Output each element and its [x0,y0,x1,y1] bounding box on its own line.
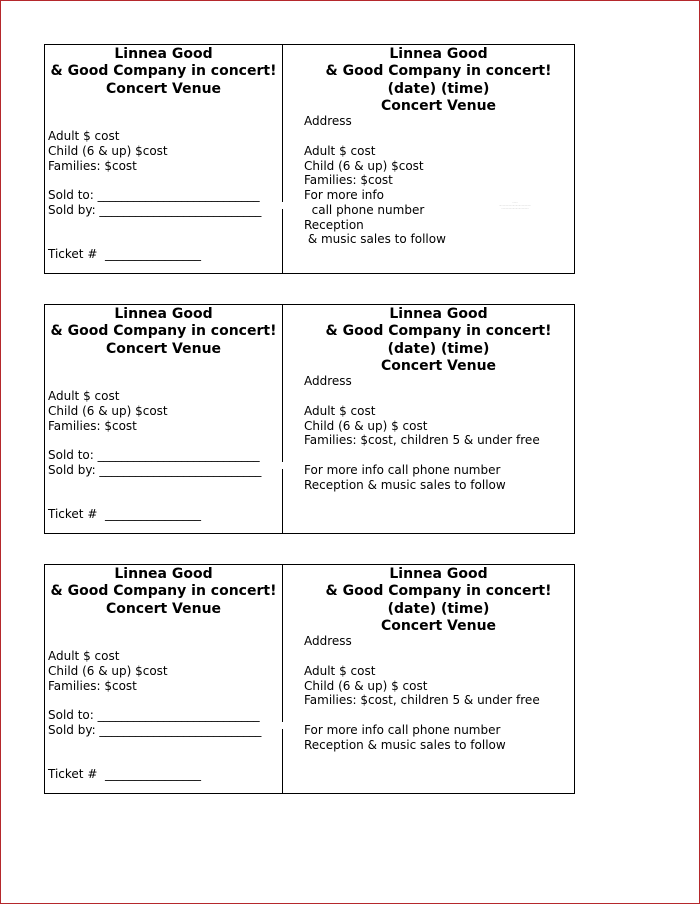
main-price-families: Families: $cost, children 5 & under free [304,433,540,447]
main-title [303,46,574,115]
main-info-line: Reception & music sales to follow [304,738,506,752]
ticket-stub [45,305,282,533]
main-info-line: Reception & music sales to follow [304,478,506,492]
ticket-3 [44,564,575,794]
stub-title [45,306,282,358]
main-title-line: & Good Company in concert! [325,63,552,80]
main-price-adult: Adult $ cost [304,664,376,678]
main-title-line: Linnea Good [389,306,488,322]
stub-sold-to: Sold to: ___________________________ [48,708,260,722]
main-title-line: Concert Venue [380,357,497,374]
stub-sold-by: Sold by: ___________________________ [48,203,262,217]
stub-price-child: Child (6 & up) $cost [48,144,168,158]
stub-price-child: Child (6 & up) $cost [48,664,168,678]
main-price-families: Families: $cost [304,173,393,187]
main-title-line: (date) (time) [387,340,490,357]
main-info-line: Reception [304,218,364,232]
main-info-line: & music sales to follow [304,232,446,246]
main-title-line: & Good Company in concert! [325,323,552,340]
stub-title-line: Concert Venue [105,80,222,97]
stub-title-line: Concert Venue [105,600,222,617]
stub-title [45,566,282,618]
main-title-line: (date) (time) [387,80,490,97]
main-title-line: Concert Venue [380,97,497,114]
main-title-line: Linnea Good [389,46,488,62]
stub-sold-to: Sold to: ___________________________ [48,448,260,462]
ticket-main [283,45,574,273]
main-title-line: Linnea Good [389,566,488,582]
ticket-1 [44,44,575,274]
main-info-line: For more info call phone number [304,723,501,737]
stub-title-line: Linnea Good [114,566,213,582]
stub-price-child: Child (6 & up) $cost [48,404,168,418]
stub-sold-by: Sold by: ___________________________ [48,463,262,477]
main-info-line: call phone number [304,203,425,217]
main-title-line: (date) (time) [387,600,490,617]
stub-title-line: Linnea Good [114,306,213,322]
stub-title-line: Concert Venue [105,340,222,357]
main-address: Address [304,374,352,388]
ticket-stub [45,565,282,793]
stub-sold-to: Sold to: ___________________________ [48,188,260,202]
main-price-adult: Adult $ cost [304,144,376,158]
stub-ticket-number: Ticket # ________________ [48,507,201,521]
main-title-line: & Good Company in concert! [325,583,552,600]
stub-price-adult: Adult $ cost [48,649,120,663]
stub-ticket-number: Ticket # ________________ [48,767,201,781]
main-title [303,306,574,375]
fine-print-mark: ······· ·········································· ···································· [499,201,531,210]
stub-sold-by: Sold by: ___________________________ [48,723,262,737]
stub-title [45,46,282,98]
main-info-line: For more info [304,188,384,202]
main-price-adult: Adult $ cost [304,404,376,418]
main-info-line: For more info call phone number [304,463,501,477]
ticket-main [283,305,574,533]
stub-price-adult: Adult $ cost [48,129,120,143]
stub-title-line: Linnea Good [114,46,213,62]
main-title-line: Concert Venue [380,617,497,634]
stub-price-adult: Adult $ cost [48,389,120,403]
stub-title-line: & Good Company in concert! [50,583,277,600]
stub-price-families: Families: $cost [48,159,137,173]
main-price-child: Child (6 & up) $ cost [304,679,428,693]
stub-price-families: Families: $cost [48,419,137,433]
stub-price-families: Families: $cost [48,679,137,693]
main-address: Address [304,114,352,128]
stub-title-line: & Good Company in concert! [50,63,277,80]
main-price-child: Child (6 & up) $ cost [304,419,428,433]
main-price-child: Child (6 & up) $cost [304,159,424,173]
ticket-stub [45,45,282,273]
ticket-2 [44,304,575,534]
main-price-families: Families: $cost, children 5 & under free [304,693,540,707]
main-title [303,566,574,635]
main-address: Address [304,634,352,648]
ticket-main [283,565,574,793]
stub-title-line: & Good Company in concert! [50,323,277,340]
stub-ticket-number: Ticket # ________________ [48,247,201,261]
